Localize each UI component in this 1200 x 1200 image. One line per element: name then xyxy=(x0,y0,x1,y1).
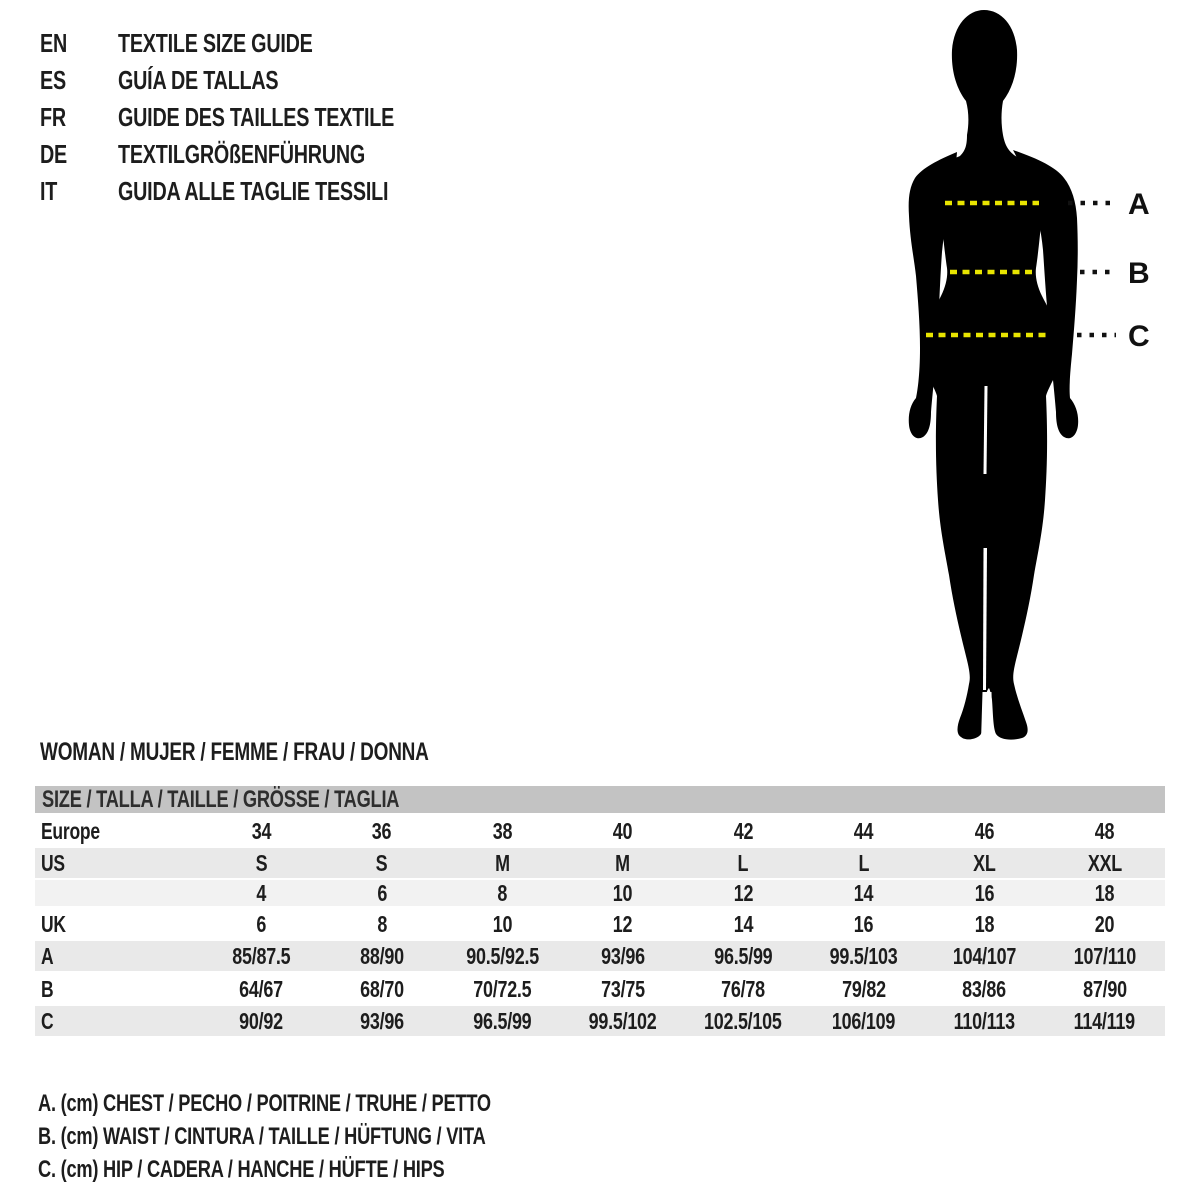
table-cell xyxy=(1045,880,1166,907)
table-cell-text: 8 xyxy=(376,911,387,937)
woman-silhouette-body xyxy=(918,10,1063,740)
language-label xyxy=(118,25,374,62)
table-cell-text: 12 xyxy=(733,879,753,906)
table-cell-text: 106/109 xyxy=(832,1007,896,1034)
table-cell-text: XXL xyxy=(1087,849,1122,876)
table-cell xyxy=(442,911,563,938)
language-row xyxy=(40,25,481,62)
table-cell xyxy=(683,911,804,938)
language-label xyxy=(118,136,443,173)
table-cell-text: 34 xyxy=(251,818,271,844)
legend-line-text: A. (cm) CHEST / PECHO / POITRINE / TRUHE / PETTO xyxy=(38,1090,491,1117)
language-label xyxy=(118,99,481,136)
table-cell-text: 6 xyxy=(256,911,267,937)
legend-line xyxy=(38,1120,634,1153)
table-cell-text: 40 xyxy=(612,818,633,844)
table-cell-text: 99.5/103 xyxy=(829,942,898,969)
table-cell xyxy=(201,911,322,938)
row-label xyxy=(35,911,201,938)
row-label-text: US xyxy=(41,849,65,876)
table-cell-text: 14 xyxy=(853,879,874,906)
table-cell xyxy=(804,976,925,1003)
table-cell-text: 79/82 xyxy=(841,976,886,1002)
table-cell-text: 38 xyxy=(492,818,512,844)
table-header-text: SIZE / TALLA / TAILLE / GRÖSSE / TAGLIA xyxy=(42,786,400,813)
legend-line-text: C. (cm) HIP / CADERA / HANCHE / HÜFTE / HIPS xyxy=(38,1156,445,1183)
table-cell xyxy=(201,1008,322,1035)
language-label xyxy=(118,62,329,99)
table-cell xyxy=(924,911,1045,938)
table-row xyxy=(35,908,1165,941)
table-cell xyxy=(804,1008,925,1035)
language-code xyxy=(40,173,118,210)
table-row xyxy=(35,880,1165,906)
size-table xyxy=(35,786,1165,1038)
table-cell xyxy=(683,818,804,845)
table-cell xyxy=(924,850,1045,877)
row-label-text: C xyxy=(41,1007,54,1034)
legend-line xyxy=(38,1087,634,1120)
table-cell-text: 64/67 xyxy=(239,976,284,1002)
language-label-text: TEXTILGRÖßENFÜHRUNG xyxy=(118,139,366,169)
table-cell xyxy=(924,943,1045,970)
language-label-text: GUIDA ALLE TAGLIE TESSILI xyxy=(118,176,389,206)
table-cell xyxy=(1045,911,1166,938)
language-row xyxy=(40,173,481,210)
table-cell-text: 14 xyxy=(733,911,753,937)
table-cell xyxy=(322,818,443,845)
table-cell xyxy=(924,818,1045,845)
table-cell-text: 8 xyxy=(497,879,508,906)
table-cell-text: 73/75 xyxy=(600,976,645,1002)
table-cell xyxy=(322,1008,443,1035)
table-cell xyxy=(201,880,322,907)
table-cell-text: 4 xyxy=(256,879,267,906)
measurement-legend xyxy=(38,1087,634,1186)
table-cell xyxy=(1045,850,1166,877)
table-cell xyxy=(1045,818,1166,845)
table-header xyxy=(35,786,1165,813)
table-cell xyxy=(442,880,563,907)
table-cell xyxy=(322,850,443,877)
row-label xyxy=(35,880,201,907)
row-label-text: A xyxy=(41,942,54,969)
language-code xyxy=(40,99,118,136)
table-cell xyxy=(683,976,804,1003)
language-code xyxy=(40,25,118,62)
row-label-text: UK xyxy=(41,911,66,937)
table-cell-text: 10 xyxy=(492,911,512,937)
table-cell xyxy=(804,850,925,877)
row-label xyxy=(35,976,201,1003)
table-row xyxy=(35,941,1165,971)
language-label-text: GUIDE DES TAILLES TEXTILE xyxy=(118,102,395,132)
table-cell-text: 102.5/105 xyxy=(704,1007,783,1034)
table-cell xyxy=(563,911,684,938)
table-cell-text: 107/110 xyxy=(1073,942,1136,969)
language-row xyxy=(40,99,481,136)
table-cell xyxy=(201,976,322,1003)
table-body xyxy=(35,815,1165,1036)
table-cell-text: 85/87.5 xyxy=(232,942,291,969)
table-cell xyxy=(683,880,804,907)
legend-line-text: B. (cm) WAIST / CINTURA / TAILLE / HÜFTUNG / VITA xyxy=(38,1123,486,1150)
table-cell-text: 18 xyxy=(1094,879,1115,906)
table-cell xyxy=(804,911,925,938)
table-cell-text: S xyxy=(375,849,388,876)
table-cell xyxy=(1045,1008,1166,1035)
table-cell-text: 16 xyxy=(974,879,994,906)
table-cell xyxy=(924,976,1045,1003)
table-cell-text: 36 xyxy=(371,818,392,844)
table-cell-text: 83/86 xyxy=(962,976,1007,1002)
table-cell xyxy=(201,943,322,970)
language-row xyxy=(40,136,481,173)
table-cell-text: 96.5/99 xyxy=(473,1007,532,1034)
table-cell-text: 6 xyxy=(376,879,387,906)
table-cell-text: 96.5/99 xyxy=(714,942,773,969)
language-row xyxy=(40,62,481,99)
table-cell-text: 44 xyxy=(853,818,874,844)
table-row xyxy=(35,848,1165,878)
legend-line xyxy=(38,1153,634,1186)
table-cell xyxy=(804,818,925,845)
marker-label-waist: B xyxy=(1128,257,1150,290)
table-cell xyxy=(322,880,443,907)
language-list xyxy=(40,25,481,210)
table-cell-text: 46 xyxy=(974,818,994,844)
table-cell-text: 99.5/102 xyxy=(588,1007,657,1034)
table-cell xyxy=(924,880,1045,907)
row-label-text: Europe xyxy=(41,818,100,844)
language-code-text: FR xyxy=(40,102,66,132)
table-cell-text: 42 xyxy=(733,818,753,844)
table-cell-text: 18 xyxy=(974,911,994,937)
table-cell-text: 114/119 xyxy=(1074,1007,1136,1034)
table-cell xyxy=(563,850,684,877)
table-row xyxy=(35,815,1165,848)
marker-label-hip: C xyxy=(1128,320,1150,353)
table-cell-text: 104/107 xyxy=(952,942,1016,969)
table-cell xyxy=(322,911,443,938)
row-label xyxy=(35,1008,201,1035)
table-cell-text: 90.5/92.5 xyxy=(465,942,539,969)
table-cell-text: 87/90 xyxy=(1082,976,1127,1002)
language-code-text: IT xyxy=(40,176,58,206)
language-code xyxy=(40,136,118,173)
section-title-text: WOMAN / MUJER / FEMME / FRAU / DONNA xyxy=(40,738,429,766)
table-cell-text: 16 xyxy=(853,911,874,937)
table-cell-text: 70/72.5 xyxy=(473,976,532,1002)
table-cell-text: 76/78 xyxy=(721,976,766,1002)
table-cell xyxy=(442,976,563,1003)
table-cell-text: 10 xyxy=(612,879,633,906)
table-cell xyxy=(322,976,443,1003)
table-cell xyxy=(683,850,804,877)
table-cell-text: L xyxy=(858,849,870,876)
table-cell xyxy=(563,976,684,1003)
language-label-text: TEXTILE SIZE GUIDE xyxy=(118,28,313,58)
section-title xyxy=(40,738,551,767)
table-cell xyxy=(201,850,322,877)
feet-gap xyxy=(981,692,993,741)
table-cell xyxy=(924,1008,1045,1035)
table-cell xyxy=(804,880,925,907)
language-code xyxy=(40,62,118,99)
table-row xyxy=(35,973,1165,1006)
table-cell-text: L xyxy=(737,849,749,876)
table-cell xyxy=(201,818,322,845)
row-label xyxy=(35,818,201,845)
table-cell-text: 88/90 xyxy=(359,942,404,969)
row-label xyxy=(35,850,201,877)
table-cell xyxy=(563,943,684,970)
language-label xyxy=(118,173,474,210)
table-cell-text: XL xyxy=(973,849,996,876)
language-label-text: GUÍA DE TALLAS xyxy=(118,65,279,95)
table-cell xyxy=(683,1008,804,1035)
table-cell-text: 110/113 xyxy=(953,1007,1015,1034)
row-label-text: B xyxy=(41,976,54,1002)
table-cell-text: 68/70 xyxy=(359,976,404,1002)
table-cell-text: S xyxy=(255,849,268,876)
table-cell xyxy=(322,943,443,970)
language-code-text: ES xyxy=(40,65,66,95)
table-cell-text: 93/96 xyxy=(600,942,645,969)
language-code-text: EN xyxy=(40,28,68,58)
table-cell xyxy=(563,818,684,845)
table-cell-text: 93/96 xyxy=(359,1007,404,1034)
table-cell xyxy=(563,880,684,907)
table-cell-text: M xyxy=(615,849,631,876)
row-label xyxy=(35,943,201,970)
table-cell xyxy=(683,943,804,970)
table-cell xyxy=(1045,976,1166,1003)
woman-silhouette-figure xyxy=(850,0,1200,760)
table-cell-text: M xyxy=(494,849,510,876)
table-cell-text: 48 xyxy=(1094,818,1115,844)
marker-label-chest: A xyxy=(1128,188,1150,221)
language-code-text: DE xyxy=(40,139,68,169)
table-row xyxy=(35,1006,1165,1036)
table-cell xyxy=(442,850,563,877)
table-cell xyxy=(442,1008,563,1035)
table-cell-text: 12 xyxy=(612,911,633,937)
table-cell xyxy=(1045,943,1166,970)
table-cell xyxy=(442,818,563,845)
table-cell xyxy=(442,943,563,970)
table-cell-text: 20 xyxy=(1094,911,1115,937)
table-cell-text: 90/92 xyxy=(239,1007,284,1034)
table-cell xyxy=(804,943,925,970)
table-cell xyxy=(563,1008,684,1035)
